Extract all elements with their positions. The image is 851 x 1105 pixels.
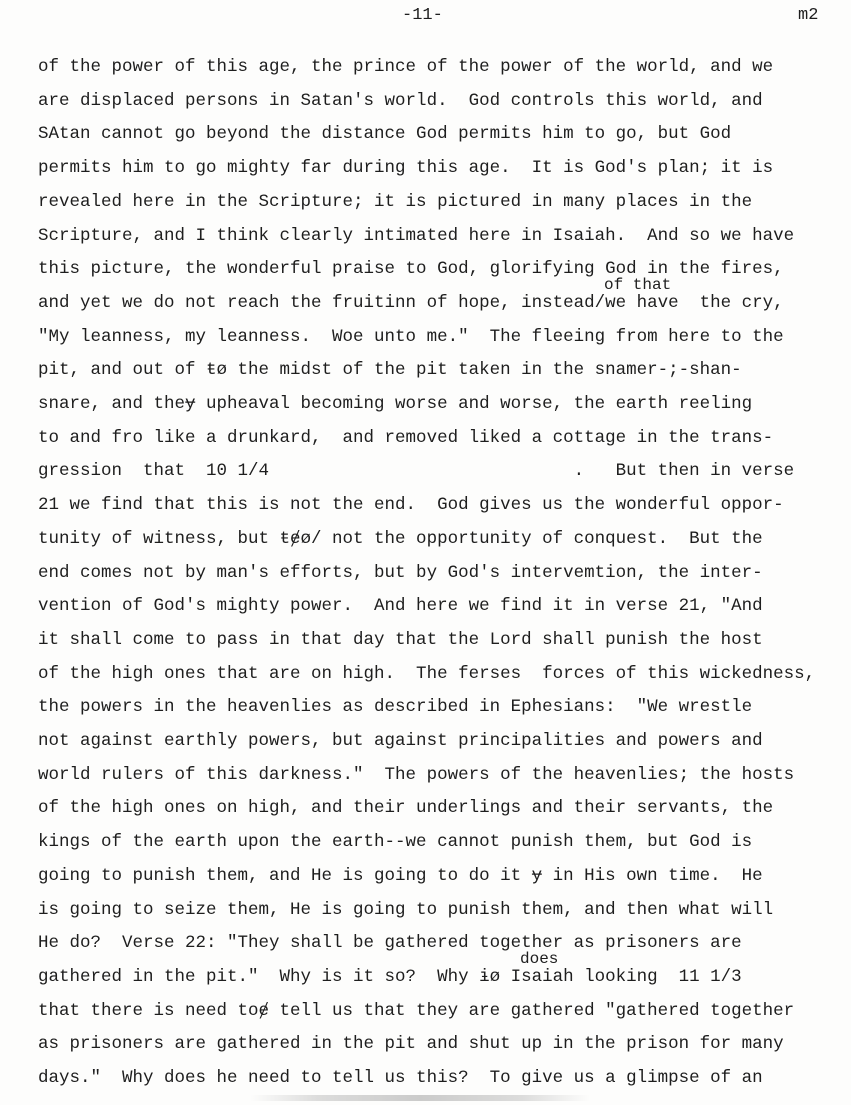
text-line: permits him to go mighty far during this age. It is God's plan; it is — [38, 158, 774, 179]
text-line: pit, and out of ŧø the midst of the pit taken in the snamer-;-shan- — [38, 360, 742, 381]
text-line: it shall come to pass in that day that the Lord shall punish the host — [38, 629, 763, 650]
text-line: vention of God's mighty power. And here we find it in verse 21, "And — [38, 596, 763, 617]
text-line: gathered in the pit." Why is it so? Why ɨø Isaiah looking 11 1/3 — [38, 966, 742, 987]
text-line: revealed here in the Scripture; it is pictured in many places in the — [38, 191, 753, 212]
page-number: -11- — [402, 6, 443, 25]
text-line: "My leanness, my leanness. Woe unto me." The fleeing from here to the — [38, 326, 784, 347]
text-line: not against earthly powers, but against principalities and powers and — [38, 731, 763, 751]
text-line: world rulers of this darkness." The powers of the heavenlies; the hosts — [38, 764, 795, 785]
text-line: to and fro like a drunkard, and removed liked a cottage in the trans- — [38, 427, 774, 448]
interlinear-insertion: does — [520, 950, 559, 968]
page-code: m2 — [798, 6, 819, 25]
interlinear-insertion: of that — [604, 276, 672, 294]
text-line: are displaced persons in Satan's world. God controls this world, and — [38, 90, 763, 111]
text-line: is going to seize them, He is going to punish them, and then what will — [38, 899, 774, 920]
text-line: of the power of this age, the prince of the power of the world, and we — [38, 57, 774, 77]
scan-smudge — [250, 1095, 590, 1101]
text-line: kings of the earth upon the earth--we cannot punish them, but God is — [38, 832, 753, 853]
text-line: days." Why does he need to tell us this? To give us a glimpse of an — [38, 1068, 763, 1088]
text-line: end comes not by man's efforts, but by God's intervemtion, the inter- — [38, 562, 763, 583]
text-line: snare, and theɏ upheaval becoming worse and worse, the earth reeling — [38, 394, 753, 414]
text-line: this picture, the wonderful praise to God, glorifying God in the fires, — [38, 259, 784, 280]
text-line: Scripture, and I think clearly intimated here in Isaiah. And so we have — [38, 225, 795, 246]
text-line: going to punish them, and He is going to do it ɏ in His own time. He — [38, 865, 763, 886]
text-line: SAtan cannot go beyond the distance God permits him to go, but God — [38, 124, 732, 145]
text-line: gression that 10 1/4 . But then in verse — [38, 461, 795, 482]
text-line: He do? Verse 22: "They shall be gathered together as prisoners are — [38, 933, 742, 954]
text-line: 21 we find that this is not the end. God gives us the wonderful oppor- — [38, 495, 784, 516]
text-line: that there is need toɇ tell us that they are gathered "gathered together — [38, 1000, 795, 1021]
text-line: and yet we do not reach the fruitinn of hope, instead/we have the cry, — [38, 292, 784, 313]
text-line: as prisoners are gathered in the pit and shut up in the prison for many — [38, 1034, 784, 1055]
text-line: tunity of witness, but ŧɇø/ not the opportunity of conquest. But the — [38, 528, 763, 549]
text-line: of the high ones that are on high. The ferses forces of this wickedness, — [38, 663, 816, 684]
text-line: the powers in the heavenlies as described in Ephesians: "We wrestle — [38, 697, 753, 718]
text-line: of the high ones on high, and their underlings and their servants, the — [38, 798, 774, 819]
